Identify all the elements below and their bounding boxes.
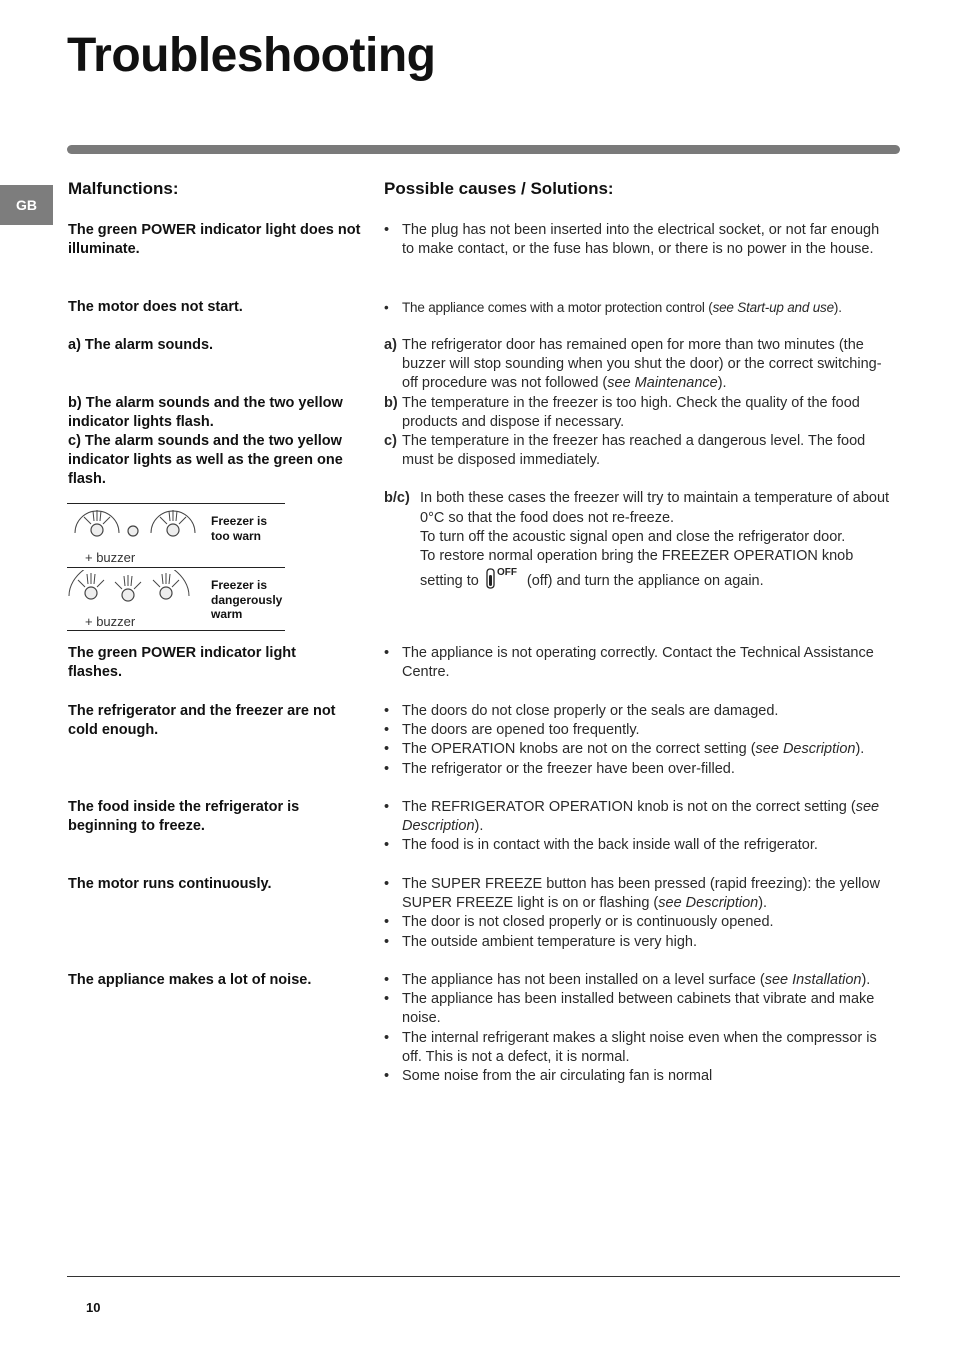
malfunctions-heading: Malfunctions: xyxy=(68,179,179,198)
malfunction-noise: The appliance makes a lot of noise. xyxy=(68,972,312,988)
list-item: • The doors are opened too frequently. xyxy=(384,721,894,740)
malfunction-alarm-a: a) The alarm sounds. xyxy=(68,337,214,353)
solutions-heading: Possible causes / Solutions: xyxy=(384,179,614,198)
malfunction-motor: The motor does not start. xyxy=(68,299,243,315)
solution-noise xyxy=(384,971,894,1086)
malfunction-power-light: The green POWER indicator light does not illuminate. xyxy=(68,222,361,258)
label-freezer-too-warm: Freezer is too warn xyxy=(211,514,268,543)
solution-motor-continuous xyxy=(384,875,894,952)
list-item: • The OPERATION knobs are not on the correct setting (see Description). xyxy=(384,740,894,759)
list-item: • The door is not closed properly or is continuously opened. xyxy=(384,913,894,932)
solution-motor xyxy=(384,298,894,317)
page-title: Troubleshooting xyxy=(67,29,436,82)
label-freezer-dangerously-warm: Freezer is dangerously warm xyxy=(211,578,283,621)
list-item: • The internal refrigerant makes a slight noise even when the compressor is off. This is not a defect, it is normal. xyxy=(384,1029,894,1067)
language-tab: GB xyxy=(0,185,53,225)
malfunction-power-flash: The green POWER indicator light flashes. xyxy=(68,645,296,681)
malfunction-alarm-b: b) The alarm sounds and the two yellow indicator lights flash. xyxy=(68,395,343,431)
malfunction-motor-continuous: The motor runs continuously. xyxy=(68,876,272,892)
solution-alarm-c: c) The temperature in the freezer has reached a dangerous level. The food must be disposed immediately. xyxy=(384,433,866,469)
buzzer-label: + buzzer xyxy=(85,614,136,629)
solution-alarm-a: a) The refrigerator door has remained open for more than two minutes (the buzzer will stop sounding when you shut the door) or the correct switching-off procedure was not followed (see Maintenance). xyxy=(384,337,882,392)
buzzer-label: + buzzer xyxy=(85,550,136,565)
solution-power-flash xyxy=(384,644,894,682)
header-divider xyxy=(67,145,900,154)
list-item: • The appliance has not been installed on a level surface (see Installation). xyxy=(384,971,894,990)
off-symbol-text: OFF xyxy=(496,567,517,579)
list-item: • The plug has not been inserted into the electrical socket, or not far enough to make contact, or the fuse has blown, or there is no power in the house. xyxy=(384,221,894,259)
solution-alarm xyxy=(384,336,894,596)
list-item: • The REFRIGERATOR OPERATION knob is not on the correct setting (see Description). xyxy=(384,798,894,836)
malfunction-food-freeze: The food inside the refrigerator is beginning to freeze. xyxy=(68,799,300,835)
list-item: • The appliance comes with a motor protection control (see Start-up and use). xyxy=(384,298,894,317)
diagram-rule-bottom xyxy=(67,630,285,631)
solution-power-light xyxy=(384,221,894,259)
off-setting-icon xyxy=(485,566,521,596)
list-item: • The doors do not close properly or the seals are damaged. xyxy=(384,702,894,721)
list-item: • The refrigerator or the freezer have been over-filled. xyxy=(384,760,894,779)
list-item: • The appliance is not operating correctly. Contact the Technical Assistance Centre. xyxy=(384,644,894,682)
indicator-diagram xyxy=(67,503,285,631)
list-item: • The outside ambient temperature is very high. xyxy=(384,933,894,952)
page-number: 10 xyxy=(86,1300,101,1315)
list-item: • The SUPER FREEZE button has been pressed (rapid freezing): the yellow SUPER FREEZE light is on or flashing (see Description). xyxy=(384,875,894,913)
list-item: • The food is in contact with the back inside wall of the refrigerator. xyxy=(384,836,894,855)
diagram-rule-middle xyxy=(67,567,285,568)
list-item: • The appliance has been installed between cabinets that vibrate and make noise. xyxy=(384,990,894,1028)
diagram-rule-top xyxy=(67,503,285,504)
malfunction-not-cold: The refrigerator and the freezer are not cold enough. xyxy=(68,703,336,739)
list-item: • Some noise from the air circulating fan is normal xyxy=(384,1067,894,1086)
solution-food-freeze xyxy=(384,798,894,856)
solution-alarm-bc: b/c) In both these cases the freezer will try to maintain a temperature of about 0°C so that the food does not re-freeze. To turn off the acoustic signal open and close the refrigerator door. To restore normal operation bring the FREEZER OPERATION knob setting to OFF (off) and turn the appliance on again. xyxy=(384,489,894,596)
solution-not-cold xyxy=(384,702,894,779)
danger-indicators-icon xyxy=(67,570,207,618)
warm-indicators-icon xyxy=(67,507,207,555)
solution-alarm-b: b) The temperature in the freezer is too high. Check the quality of the food products and dispose if necessary. xyxy=(384,394,860,430)
malfunction-alarm-c: c) The alarm sounds and the two yellow indicator lights as well as the green one flash. xyxy=(68,433,343,488)
footer-divider xyxy=(67,1276,900,1277)
